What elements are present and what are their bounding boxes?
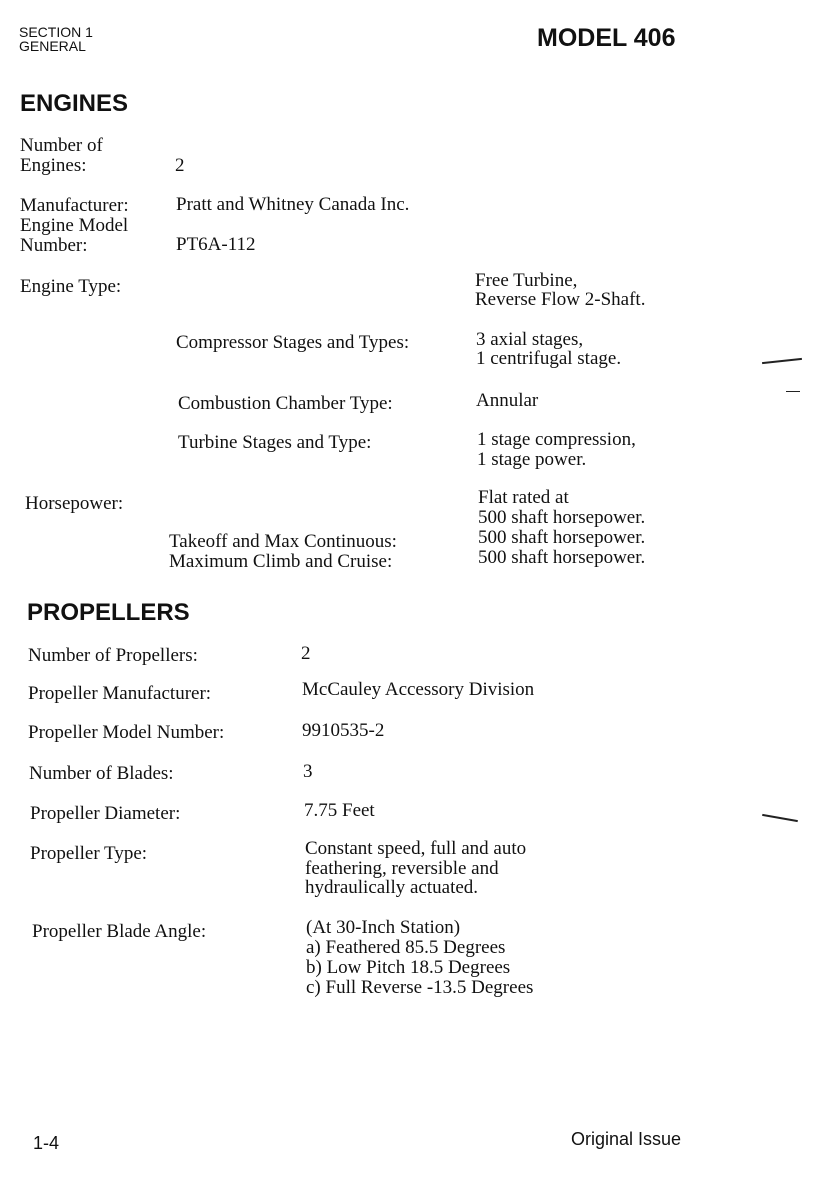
compressor-label: Compressor Stages and Types: [176,332,410,353]
engines-number-value: 2 [175,155,185,176]
model-title: MODEL 406 [537,24,676,52]
turbine-value-2: 1 stage power. [477,449,587,470]
engine-type-value-1: Free Turbine, [475,270,578,291]
engine-model-label-1: Engine Model [20,215,129,236]
climb-value: 500 shaft horsepower. [478,547,646,568]
page-number: 1-4 [33,1133,60,1153]
diameter-label: Propeller Diameter: [30,803,181,824]
propeller-number-label: Number of Propellers: [28,645,198,666]
takeoff-label: Takeoff and Max Continuous: [169,531,397,552]
revision-mark-small [786,391,800,392]
propeller-type-value-3: hydraulically actuated. [305,877,479,898]
propeller-manufacturer-label: Propeller Manufacturer: [28,683,212,704]
horsepower-label: Horsepower: [25,493,124,514]
engines-number-label-1: Number of [20,135,103,156]
engine-manufacturer-label: Manufacturer: [20,195,129,216]
propeller-number-value: 2 [301,643,311,664]
propeller-model-label: Propeller Model Number: [28,722,225,743]
turbine-value-1: 1 stage compression, [477,429,636,450]
blade-angle-value-4: c) Full Reverse -13.5 Degrees [306,977,534,998]
revision-mark [762,358,802,364]
combustion-value: Annular [476,390,539,411]
subsection-label: GENERAL [19,38,86,54]
blade-angle-value-1: (At 30-Inch Station) [306,917,461,938]
blade-angle-label: Propeller Blade Angle: [32,921,207,942]
engines-heading: ENGINES [20,90,129,117]
propeller-manufacturer-value: McCauley Accessory Division [302,679,535,700]
combustion-label: Combustion Chamber Type: [178,393,393,414]
engine-manufacturer-value: Pratt and Whitney Canada Inc. [176,194,410,215]
propeller-type-value-2: feathering, reversible and [305,858,499,879]
engine-model-label-2: Number: [20,235,88,256]
compressor-value-1: 3 axial stages, [476,329,584,350]
propellers-heading: PROPELLERS [27,599,190,626]
propeller-model-value: 9910535-2 [302,720,385,741]
blade-angle-value-2: a) Feathered 85.5 Degrees [306,937,506,958]
engine-type-label: Engine Type: [20,276,122,297]
horsepower-value-2: 500 shaft horsepower. [478,507,646,528]
issue-label: Original Issue [571,1129,682,1149]
blades-label: Number of Blades: [29,763,174,784]
revision-mark [762,814,798,822]
climb-label: Maximum Climb and Cruise: [169,551,393,572]
turbine-label: Turbine Stages and Type: [178,432,372,453]
engines-number-label-2: Engines: [20,155,87,176]
horsepower-value-1: Flat rated at [478,487,569,508]
engine-type-value-2: Reverse Flow 2-Shaft. [475,289,646,310]
engine-model-value: PT6A-112 [176,234,256,255]
blades-value: 3 [303,761,313,782]
takeoff-value: 500 shaft horsepower. [478,527,646,548]
propeller-type-value-1: Constant speed, full and auto [305,838,527,859]
propeller-type-label: Propeller Type: [30,843,148,864]
blade-angle-value-3: b) Low Pitch 18.5 Degrees [306,957,511,978]
diameter-value: 7.75 Feet [304,800,375,821]
section-label: SECTION 1 [19,24,93,40]
compressor-value-2: 1 centrifugal stage. [476,348,622,369]
